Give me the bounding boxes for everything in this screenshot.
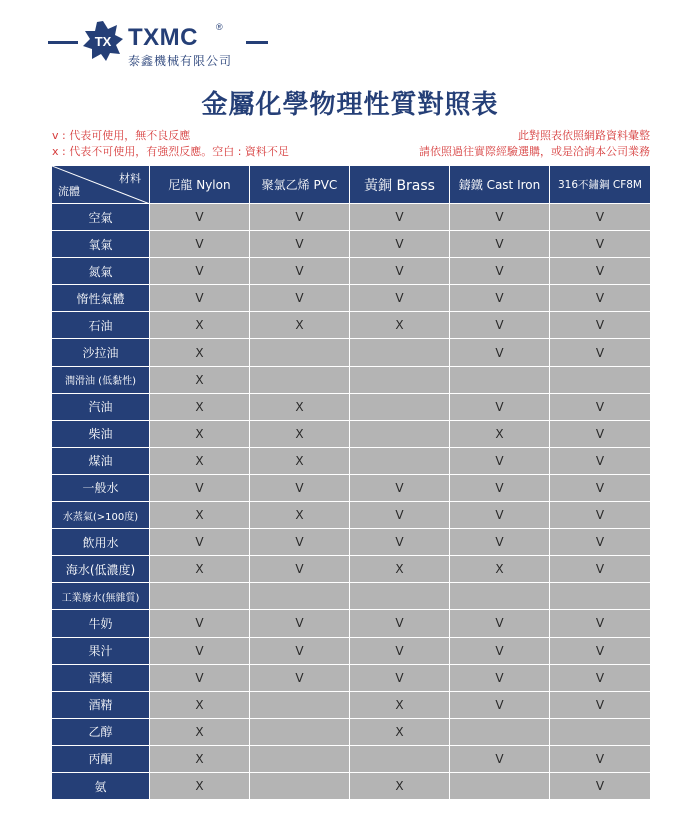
rating-cell-cf8m [550,583,650,609]
rating-cell-nylon: X [150,394,250,420]
legend-note-usable: v : 代表可使用，無不良反應 [52,129,191,142]
fluid-label: 一般水 [52,475,150,501]
rating-cell-nylon: X [150,339,250,365]
column-header-cast-iron: 鑄鐵 Cast Iron [450,166,550,203]
fluid-label: 牛奶 [52,610,150,636]
rating-cell-cf8m: V [550,529,650,555]
rating-cell-cf8m: V [550,502,650,528]
legend-notes [52,128,289,160]
rating-cell-brass: V [350,204,450,230]
rating-cell-cf8m: V [550,258,650,284]
rating-cell-cast-iron: X [450,421,550,447]
rating-cell-pvc: V [250,475,350,501]
fluid-label: 煤油 [52,448,150,474]
rating-cell-nylon: X [150,773,250,799]
rating-cell-nylon: V [150,258,250,284]
fluid-label: 柴油 [52,421,150,447]
rating-cell-brass: V [350,285,450,311]
rating-cell-brass [350,339,450,365]
table-row [52,394,650,421]
rating-cell-nylon: V [150,610,250,636]
column-header-pvc: 聚氯乙烯 PVC [250,166,350,203]
rating-cell-cast-iron: V [450,394,550,420]
rating-cell-brass [350,448,450,474]
rating-cell-brass: V [350,529,450,555]
table-row [52,285,650,312]
column-header-nylon: 尼龍 Nylon [150,166,250,203]
rating-cell-cast-iron: V [450,665,550,691]
table-row [52,312,650,339]
rating-cell-cf8m: V [550,285,650,311]
table-row [52,204,650,231]
rating-cell-cast-iron [450,773,550,799]
rating-cell-brass [350,394,450,420]
brand-header [48,14,268,70]
rating-cell-cf8m: V [550,339,650,365]
rating-cell-cast-iron: V [450,204,550,230]
table-row [52,773,650,800]
rating-cell-nylon: X [150,421,250,447]
rating-cell-cf8m: V [550,394,650,420]
rating-cell-pvc [250,746,350,772]
table-row [52,610,650,637]
fluid-label: 潤滑油 (低黏性) [52,367,150,393]
legend-note-unusable: x : 代表不可使用，有強烈反應。空白 : 資料不足 [52,145,289,158]
rating-cell-brass: X [350,312,450,338]
table-row [52,556,650,583]
fluid-label: 丙酮 [52,746,150,772]
fluid-label: 沙拉油 [52,339,150,365]
rating-cell-pvc: V [250,556,350,582]
rating-cell-pvc: X [250,502,350,528]
fluid-label: 汽油 [52,394,150,420]
rating-cell-pvc: X [250,312,350,338]
rating-cell-pvc: V [250,204,350,230]
logo-divider-right [246,41,268,44]
rating-cell-nylon: X [150,367,250,393]
rating-cell-cast-iron [450,367,550,393]
rating-cell-brass: X [350,719,450,745]
rating-cell-cast-iron: V [450,448,550,474]
rating-cell-cast-iron: X [450,556,550,582]
svg-text:TX: TX [94,34,112,49]
rating-cell-pvc [250,583,350,609]
rating-cell-nylon: X [150,719,250,745]
rating-cell-brass: V [350,258,450,284]
rating-cell-brass: V [350,231,450,257]
rating-cell-nylon: V [150,475,250,501]
table-row [52,665,650,692]
brand-name: TXMC [128,24,198,51]
rating-cell-cast-iron: V [450,746,550,772]
table-corner-cell [52,166,150,203]
rating-cell-brass: V [350,502,450,528]
rating-cell-nylon: V [150,285,250,311]
rating-cell-nylon: V [150,204,250,230]
fluid-label: 石油 [52,312,150,338]
rating-cell-cf8m [550,719,650,745]
rating-cell-cast-iron: V [450,258,550,284]
rating-cell-cast-iron [450,719,550,745]
rating-cell-brass: V [350,610,450,636]
table-row [52,367,650,394]
table-row [52,339,650,366]
rating-cell-brass [350,583,450,609]
column-header-brass: 黃銅 Brass [350,166,450,203]
rating-cell-cast-iron: V [450,610,550,636]
rating-cell-cast-iron: V [450,529,550,555]
rating-cell-nylon: X [150,692,250,718]
rating-cell-pvc: X [250,421,350,447]
column-header-cf8m: 316不鏽鋼 CF8M [550,166,650,203]
rating-cell-pvc [250,692,350,718]
table-row [52,719,650,746]
rating-cell-cast-iron: V [450,339,550,365]
rating-cell-nylon [150,583,250,609]
disclaimer-note-advice: 請依照過往實際經驗選購，或是洽詢本公司業務 [419,145,650,158]
rating-cell-brass: X [350,773,450,799]
rating-cell-brass: V [350,638,450,664]
rating-cell-nylon: V [150,529,250,555]
rating-cell-nylon: V [150,231,250,257]
fluid-label: 惰性氣體 [52,285,150,311]
rating-cell-pvc [250,773,350,799]
rating-cell-cf8m: V [550,638,650,664]
company-name: 泰鑫機械有限公司 [128,54,233,68]
table-row [52,231,650,258]
rating-cell-cast-iron: V [450,638,550,664]
rating-cell-nylon: V [150,638,250,664]
rating-cell-brass: X [350,692,450,718]
table-row [52,421,650,448]
rating-cell-brass [350,367,450,393]
rating-cell-pvc: X [250,394,350,420]
rating-cell-pvc: V [250,258,350,284]
rating-cell-cast-iron [450,583,550,609]
fluid-label: 海水(低濃度) [52,556,150,582]
table-row [52,448,650,475]
fluid-label: 水蒸氣(>100度) [52,502,150,528]
rating-cell-nylon: X [150,502,250,528]
rating-cell-brass: V [350,475,450,501]
rating-cell-cf8m: V [550,312,650,338]
fluid-label: 工業廢水(無雜質) [52,583,150,609]
table-row [52,692,650,719]
table-row [52,583,650,610]
fluid-label: 果汁 [52,638,150,664]
rating-cell-cf8m: V [550,665,650,691]
rating-cell-cf8m: V [550,556,650,582]
fluid-label: 酒類 [52,665,150,691]
gear-txmc-logo-icon [82,20,124,62]
rating-cell-cf8m: V [550,610,650,636]
rating-cell-brass [350,421,450,447]
logo-divider-left [48,41,78,44]
table-row [52,258,650,285]
rating-cell-pvc [250,339,350,365]
rating-cell-cf8m: V [550,421,650,447]
rating-cell-cast-iron: V [450,312,550,338]
page-title: 金屬化學物理性質對照表 [201,90,499,120]
rating-cell-brass [350,746,450,772]
registered-mark: ® [216,22,223,32]
rating-cell-cf8m: V [550,692,650,718]
rating-cell-nylon: V [150,665,250,691]
rating-cell-cast-iron: V [450,285,550,311]
fluid-label: 飲用水 [52,529,150,555]
rating-cell-nylon: X [150,746,250,772]
rating-cell-cf8m: V [550,231,650,257]
rating-cell-pvc [250,367,350,393]
rating-cell-brass: V [350,665,450,691]
rating-cell-pvc: V [250,529,350,555]
rating-cell-cast-iron: V [450,231,550,257]
disclaimer-note-source: 此對照表依照網路資料彙整 [518,129,650,142]
rating-cell-pvc: X [250,448,350,474]
rating-cell-cf8m: V [550,204,650,230]
disclaimer-notes [419,128,650,160]
rating-cell-nylon: X [150,556,250,582]
fluid-label: 氨 [52,773,150,799]
table-row [52,638,650,665]
rating-cell-cf8m: V [550,746,650,772]
rating-cell-cast-iron: V [450,692,550,718]
fluid-label: 空氣 [52,204,150,230]
rating-cell-cast-iron: V [450,502,550,528]
compatibility-table [52,166,650,800]
rating-cell-pvc: V [250,610,350,636]
table-row [52,502,650,529]
table-row [52,746,650,773]
rating-cell-pvc: V [250,665,350,691]
fluid-label: 氮氣 [52,258,150,284]
rating-cell-cf8m: V [550,448,650,474]
table-header-row [52,166,650,204]
rating-cell-pvc: V [250,285,350,311]
rating-cell-brass: X [350,556,450,582]
table-row [52,475,650,502]
table-row [52,529,650,556]
rating-cell-pvc [250,719,350,745]
fluid-label: 乙醇 [52,719,150,745]
rating-cell-pvc: V [250,638,350,664]
fluid-label: 酒精 [52,692,150,718]
rating-cell-cf8m: V [550,475,650,501]
rating-cell-nylon: X [150,448,250,474]
fluid-label: 氧氣 [52,231,150,257]
corner-fluid-label: 流體 [58,185,80,198]
corner-material-label: 材料 [119,172,141,185]
rating-cell-pvc: V [250,231,350,257]
rating-cell-cast-iron: V [450,475,550,501]
rating-cell-nylon: X [150,312,250,338]
rating-cell-cf8m: V [550,773,650,799]
rating-cell-cf8m [550,367,650,393]
